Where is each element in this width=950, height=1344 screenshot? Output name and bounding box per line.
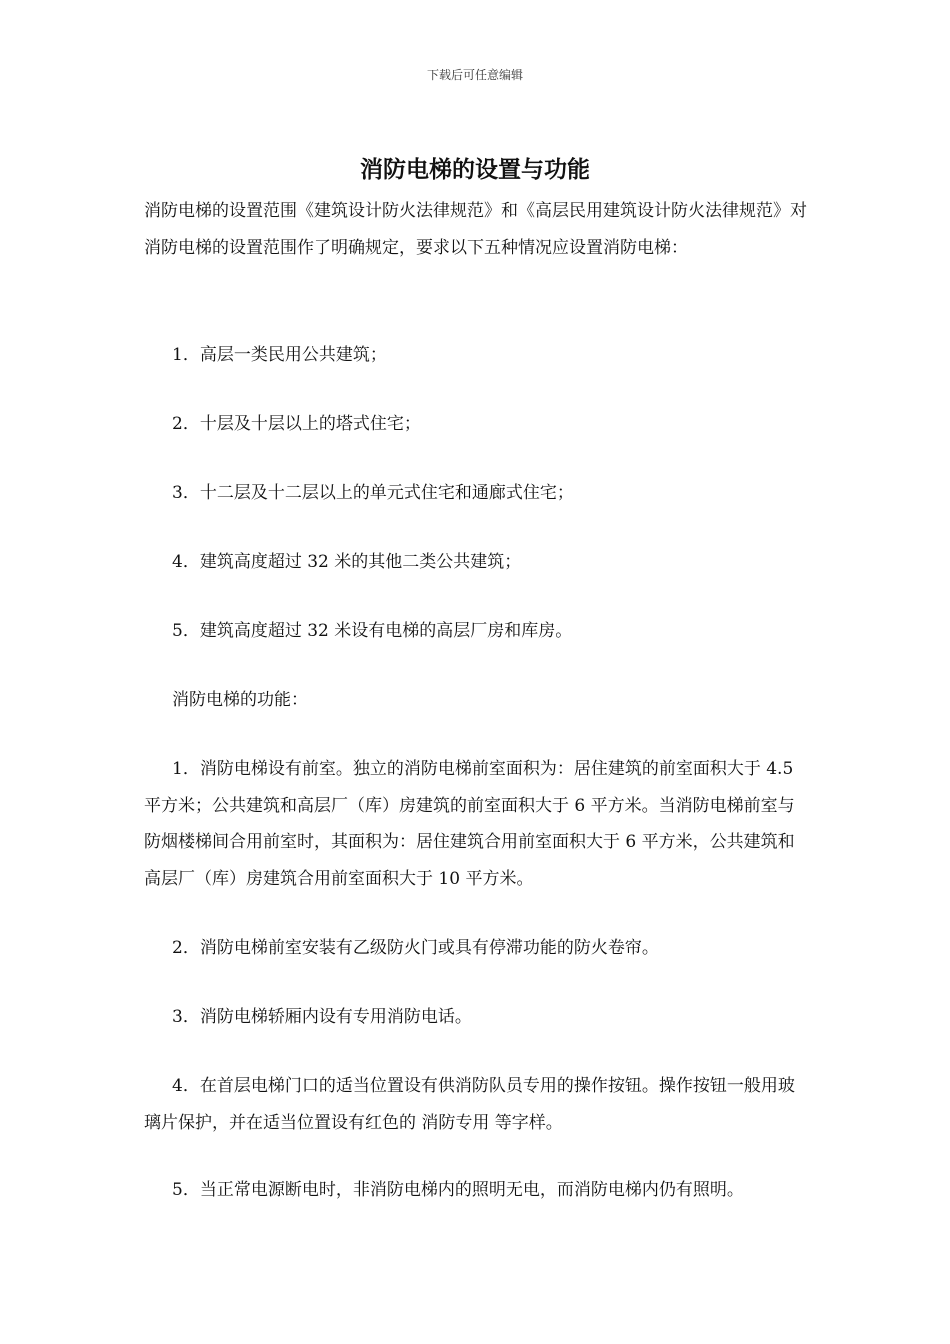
function-item-5: 5．当正常电源断电时，非消防电梯内的照明无电，而消防电梯内仍有照明。 bbox=[172, 1180, 744, 1200]
document-title: 消防电梯的设置与功能 bbox=[360, 156, 590, 183]
scope-item-5: 5．建筑高度超过 32 米设有电梯的高层厂房和库房。 bbox=[172, 621, 573, 641]
scope-item-3: 3．十二层及十二层以上的单元式住宅和通廊式住宅； bbox=[172, 483, 574, 503]
scope-item-2: 2．十层及十层以上的塔式住宅； bbox=[172, 414, 421, 434]
function-item-2: 2．消防电梯前室安装有乙级防火门或具有停滞功能的防火卷帘。 bbox=[172, 938, 659, 958]
function-item-3: 3．消防电梯轿厢内设有专用消防电话。 bbox=[172, 1007, 472, 1027]
function-item-1: 1．消防电梯设有前室。独立的消防电梯前室面积为：居住建筑的前室面积大于 4.5 平方米；公共建筑和高层厂（库）房建筑的前室面积大于 6 平方米。当消防电梯前室与防烟楼梯间合用前室时，其面积为：居住建筑合用前室面积大于 6 平方米，公共建筑和高层厂（库）房建筑合用前室面积大于 10 平方米。 bbox=[144, 759, 795, 889]
intro-paragraph: 消防电梯的设置范围《建筑设计防火法律规范》和《高层民用建筑设计防火法律规范》对消防电梯的设置范围作了明确规定，要求以下五种情况应设置消防电梯： bbox=[144, 201, 807, 258]
scope-item-4: 4．建筑高度超过 32 米的其他二类公共建筑； bbox=[172, 552, 522, 572]
functions-heading: 消防电梯的功能： bbox=[172, 690, 308, 710]
function-item-4: 4．在首层电梯门口的适当位置设有供消防队员专用的操作按钮。操作按钮一般用玻璃片保护，并在适当位置设有红色的 消防专用 等字样。 bbox=[144, 1076, 795, 1133]
page-header-note: 下载后可任意编辑 bbox=[426, 68, 523, 82]
scope-item-1: 1．高层一类民用公共建筑； bbox=[172, 345, 387, 365]
